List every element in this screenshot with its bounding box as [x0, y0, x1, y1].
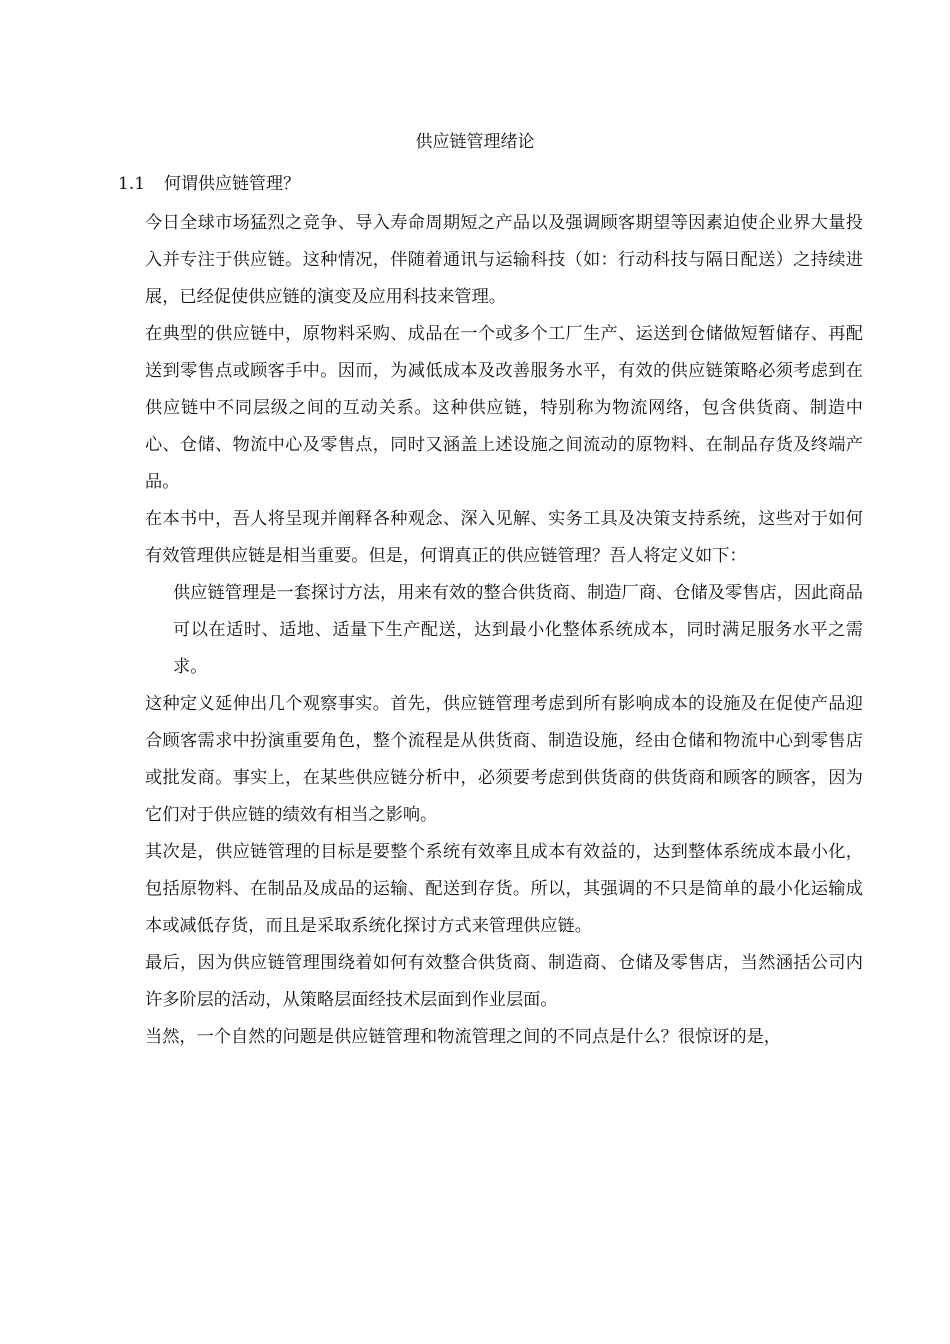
- paragraph-book-scope: 在本书中，吾人将呈现并阐释各种观念、深入见解、实务工具及决策支持系统，这些对于如何有效管理供应链是相当重要。但是，何谓真正的供应链管理？吾人将定义如下：: [145, 509, 863, 566]
- section-title: 何谓供应链管理？: [164, 174, 300, 194]
- paragraph-observations-last: 最后，因为供应链管理围绕着如何有效整合供货商、制造商、仓储及零售店，当然涵括公司内许多阶层的活动，从策略层面经技术层面到作业层面。: [145, 953, 863, 1010]
- section-heading: [118, 172, 300, 196]
- paragraph-typical-supply-chain: 在典型的供应链中，原物料采购、成品在一个或多个工厂生产、运送到仓储做短暂储存、再配送到零售点或顾客手中。因而，为减低成本及改善服务水平，有效的供应链策略必须考虑到在供应链中不同层级之间的互动关系。这种供应链，特别称为物流网络，包含供货商、制造中心、仓储、物流中心及零售点，同时又涵盖上述设施之间流动的原物料、在制品存货及终端产品。: [145, 324, 863, 492]
- paragraph-observations-second: 其次是，供应链管理的目标是要整个系统有效率且成本有效益的，达到整体系统成本最小化，包括原物料、在制品及成品的运输、配送到存货。所以，其强调的不只是简单的最小化运输成本或减低存货，而且是采取系统化探讨方式来管理供应链。: [145, 842, 863, 936]
- section-number: 1.1: [118, 174, 146, 194]
- paragraph-logistics-question: 当然，一个自然的问题是供应链管理和物流管理之间的不同点是什么？很惊讶的是，: [145, 1027, 781, 1047]
- paragraph-observations-first: 这种定义延伸出几个观察事实。首先，供应链管理考虑到所有影响成本的设施及在促使产品迎合顾客需求中扮演重要角色，整个流程是从供货商、制造设施，经由仓储和物流中心到零售店或批发商。事实上，在某些供应链分析中，必须要考虑到供货商的供货商和顾客的顾客，因为它们对于供应链的绩效有相当之影响。: [145, 694, 863, 825]
- body-text: [145, 205, 863, 1056]
- document-title: 供应链管理绪论: [415, 132, 535, 152]
- paragraph-intro: 今日全球市场猛烈之竞争、导入寿命周期短之产品以及强调顾客期望等因素迫使企业界大量投入并专注于供应链。这种情况，伴随着通讯与运输科技（如：行动科技与隔日配送）之持续进展，已经促使供应链的演变及应用科技来管理。: [145, 213, 863, 307]
- definition-quote: 供应链管理是一套探讨方法，用来有效的整合供货商、制造厂商、仓储及零售店，因此商品可以在适时、适地、适量下生产配送，达到最小化整体系统成本，同时满足服务水平之需求。: [173, 583, 863, 677]
